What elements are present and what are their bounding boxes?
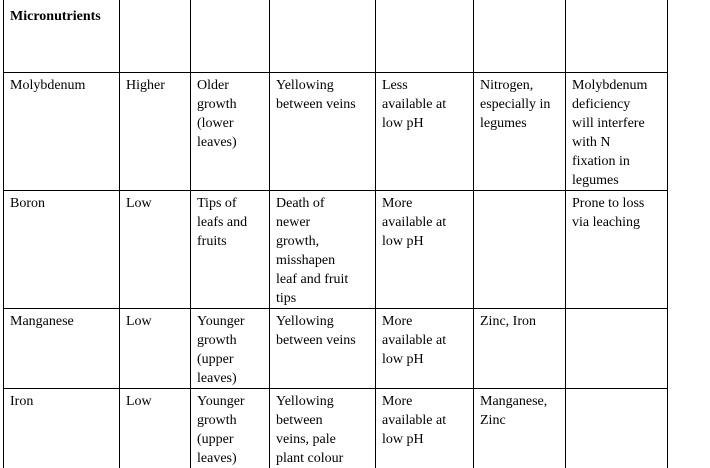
cell-text-line: available at (382, 97, 446, 112)
cell-text-line: misshapen (276, 253, 335, 268)
mobility-cell (120, 389, 191, 468)
cell-text-line: leaf and fruit (276, 272, 348, 287)
symptom-location-cell (191, 309, 270, 389)
ph-availability-cell (376, 73, 474, 191)
cell-text-line: Yellowing (276, 78, 334, 93)
notes-cell (566, 309, 668, 389)
cell-text-line: Younger (197, 314, 245, 329)
section-title-cell (4, 0, 120, 73)
cell-text-line: (upper (197, 352, 234, 367)
cell-text: Iron (10, 394, 33, 409)
cell-text-line: Yellowing (276, 394, 334, 409)
notes-cell (566, 389, 668, 468)
cell-text-line: between veins (276, 97, 356, 112)
empty-cell (191, 0, 270, 73)
cell-text-line: legumes (480, 116, 527, 131)
symptom-location-cell (191, 389, 270, 468)
table-row (4, 73, 668, 191)
cell-text-line: low pH (382, 116, 424, 131)
table-row (4, 191, 668, 309)
nutrient-name-cell (4, 191, 120, 309)
interaction-cell (474, 389, 566, 468)
ph-availability-cell (376, 191, 474, 309)
cell-text-line: Zinc, Iron (480, 314, 536, 329)
symptom-location-cell (191, 73, 270, 191)
cell-text-line: veins, pale (276, 432, 336, 447)
ph-availability-cell (376, 309, 474, 389)
empty-cell (120, 0, 191, 73)
cell-text-line: leaves) (197, 451, 237, 466)
cell-text-line: available at (382, 215, 446, 230)
cell-text-line: low pH (382, 234, 424, 249)
nutrient-name-cell (4, 73, 120, 191)
cell-text-line: low pH (382, 352, 424, 367)
deficiency-symptom-cell (270, 389, 376, 468)
cell-text: Manganese (10, 314, 74, 329)
cell-text: Low (126, 394, 152, 409)
interaction-cell (474, 191, 566, 309)
cell-text: Higher (126, 78, 165, 93)
cell-text-line: fruits (197, 234, 227, 249)
cell-text-line: deficiency (572, 97, 630, 112)
mobility-cell (120, 191, 191, 309)
notes-cell (566, 191, 668, 309)
table-body (4, 0, 668, 468)
cell-text-line: fixation in (572, 154, 630, 169)
deficiency-symptom-cell (270, 309, 376, 389)
interaction-cell (474, 73, 566, 191)
cell-text-line: legumes (572, 173, 619, 188)
empty-cell (474, 0, 566, 73)
mobility-cell (120, 73, 191, 191)
cell-text-line: growth (197, 333, 237, 348)
section-header-row (4, 0, 668, 73)
cell-text-line: Older (197, 78, 229, 93)
nutrient-name-cell (4, 389, 120, 468)
cell-text-line: Tips of (197, 196, 237, 211)
cell-text-line: Younger (197, 394, 245, 409)
cell-text-line: tips (276, 291, 296, 306)
ph-availability-cell (376, 389, 474, 468)
cell-text-line: low pH (382, 432, 424, 447)
cell-text-line: growth, (276, 234, 319, 249)
empty-cell (566, 0, 668, 73)
cell-text-line: More (382, 196, 412, 211)
cell-text-line: Manganese, (480, 394, 547, 409)
interaction-cell (474, 309, 566, 389)
table-row (4, 389, 668, 468)
nutrient-name-cell (4, 309, 120, 389)
symptom-location-cell (191, 191, 270, 309)
cell-text: Low (126, 314, 152, 329)
cell-text-line: More (382, 314, 412, 329)
cell-text-line: leafs and (197, 215, 247, 230)
cell-text-line: Less (382, 78, 408, 93)
cell-text-line: Molybdenum (572, 78, 647, 93)
empty-cell (270, 0, 376, 73)
cell-text: Low (126, 196, 152, 211)
cell-text-line: available at (382, 413, 446, 428)
cell-text-line: Zinc (480, 413, 506, 428)
cell-text: Boron (10, 196, 45, 211)
cell-text-line: Prone to loss (572, 196, 644, 211)
micronutrients-table (3, 0, 668, 468)
cell-text-line: (upper (197, 432, 234, 447)
section-title: Micronutrients (10, 7, 116, 26)
table-row (4, 309, 668, 389)
cell-text-line: will interfere (572, 116, 645, 131)
cell-text-line: Death of (276, 196, 325, 211)
cell-text-line: More (382, 394, 412, 409)
cell-text-line: growth (197, 413, 237, 428)
cell-text-line: especially in (480, 97, 550, 112)
cell-text-line: (lower (197, 116, 234, 131)
cell-text-line: Nitrogen, (480, 78, 533, 93)
cell-text-line: via leaching (572, 215, 640, 230)
cell-text-line: Yellowing (276, 314, 334, 329)
cell-text-line: available at (382, 333, 446, 348)
cell-text: Molybdenum (10, 78, 85, 93)
cell-text-line: with N (572, 135, 611, 150)
empty-cell (376, 0, 474, 73)
notes-cell (566, 73, 668, 191)
cell-text-line: leaves) (197, 135, 237, 150)
cell-text-line: newer (276, 215, 310, 230)
cell-text-line: leaves) (197, 371, 237, 386)
cell-text-line: between (276, 413, 323, 428)
cell-text-line: growth (197, 97, 237, 112)
mobility-cell (120, 309, 191, 389)
deficiency-symptom-cell (270, 191, 376, 309)
deficiency-symptom-cell (270, 73, 376, 191)
cell-text-line: plant colour (276, 451, 343, 466)
cell-text-line: between veins (276, 333, 356, 348)
